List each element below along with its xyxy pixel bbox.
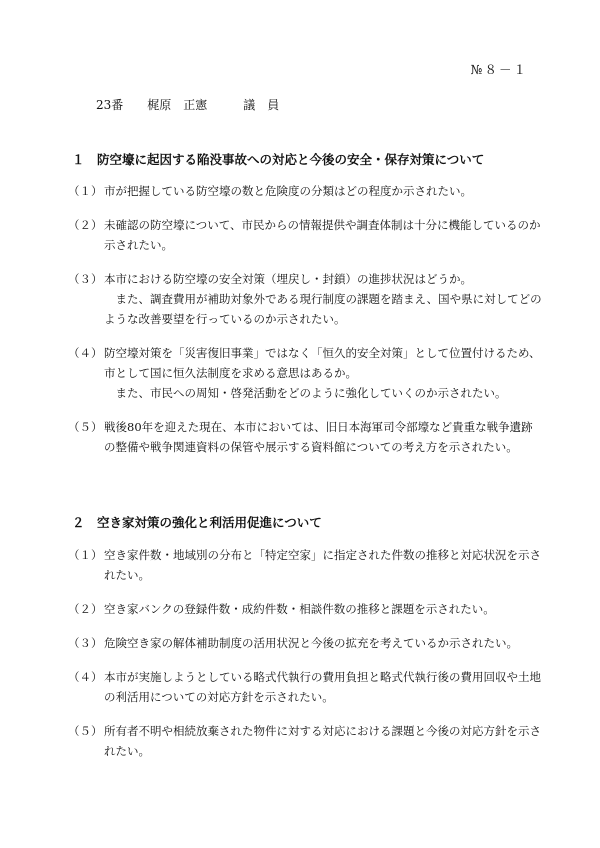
question-item <box>68 417 542 457</box>
speaker-line: 23番 梶原 正憲 議 員 <box>96 98 280 112</box>
question-number: （４） <box>68 670 103 684</box>
question-text: 危険空き家の解体補助制度の活用状況と今後の拡充を考えているか示されたい。 <box>104 636 518 650</box>
question-text: 防空壕対策を「災害復旧事業」ではなく「恒久的安全対策」として位置付けるため、市として国に恒久法制度を求める意思はあるか。 <box>104 346 541 380</box>
question-number: （５） <box>68 724 103 738</box>
question-number: （１） <box>68 184 103 198</box>
question-text: 空き家バンクの登録件数・成約件数・相談件数の推移と課題を示されたい。 <box>104 602 495 616</box>
question-text: 未確認の防空壕について、市民からの情報提供や調査体制は十分に機能しているのか示されたい。 <box>104 218 541 252</box>
question-item <box>68 599 542 619</box>
question-number: （２） <box>68 218 103 232</box>
question-number: （４） <box>68 346 103 360</box>
question-text: 戦後80年を迎えた現在、本市においては、旧日本海軍司令部壕など貴重な戦争遺跡の整備や戦争関連資料の保管や展示する資料館についての考え方を示されたい。 <box>104 420 533 454</box>
question-text: 本市における防空壕の安全対策（埋戻し・封鎖）の進捗状況はどうか。 <box>104 272 472 286</box>
section-2 <box>68 513 542 761</box>
question-item <box>68 545 542 585</box>
question-text: また、調査費用が補助対象外である現行制度の課題を踏まえ、国や県に対してどのような改善要望を行っているのか示されたい。 <box>104 292 542 326</box>
question-text: 空き家件数・地域別の分布と「特定空家」に指定された件数の推移と対応状況を示されたい。 <box>104 548 541 582</box>
question-item <box>68 269 542 329</box>
section-heading: １ 防空壕に起因する陥没事故への対応と今後の安全・保存対策について <box>72 152 485 167</box>
question-item <box>68 215 542 255</box>
section-heading: ２ 空き家対策の強化と利活用促進について <box>72 515 322 530</box>
question-text: 本市が実施しようとしている略式代執行の費用負担と略式代執行後の費用回収や土地の利活用についての対応方針を示されたい。 <box>104 670 541 704</box>
section-1 <box>68 150 542 457</box>
question-number: （２） <box>68 602 103 616</box>
document-number: №８－１ <box>470 62 528 77</box>
question-number: （３） <box>68 272 103 286</box>
question-item <box>68 633 542 653</box>
question-item <box>68 721 542 761</box>
question-text: 市が把握している防空壕の数と危険度の分類はどの程度か示されたい。 <box>104 184 472 198</box>
question-item <box>68 181 542 201</box>
question-item <box>68 343 542 403</box>
question-number: （１） <box>68 548 103 562</box>
question-number: （５） <box>68 420 103 434</box>
question-number: （３） <box>68 636 103 650</box>
question-item <box>68 667 542 707</box>
question-text: 所有者不明や相続放棄された物件に対する対応における課題と今後の対応方針を示されたい。 <box>104 724 541 758</box>
question-text: また、市民への周知・啓発活動をどのように強化していくのか示されたい。 <box>115 386 507 400</box>
